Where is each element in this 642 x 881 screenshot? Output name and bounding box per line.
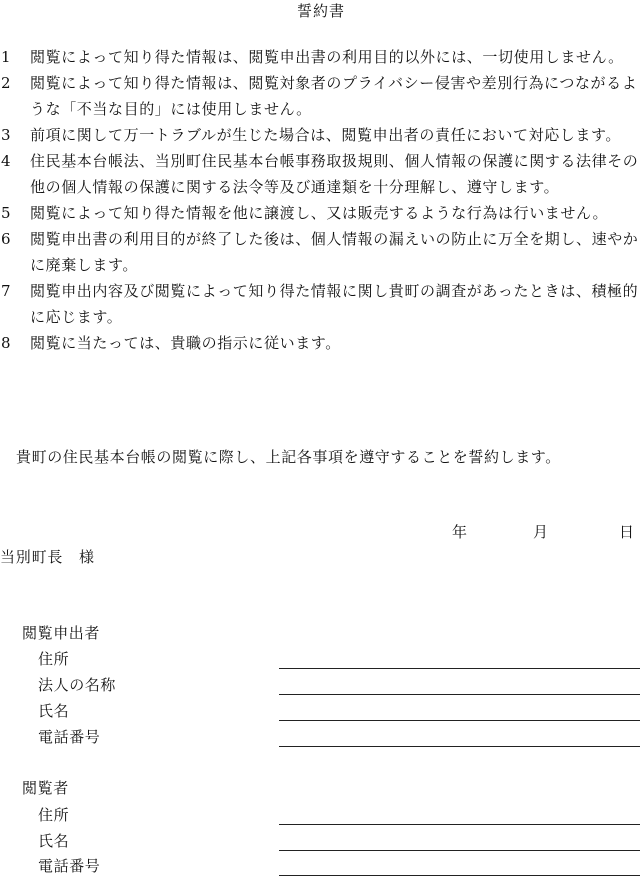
item-number: 6 (1, 230, 11, 248)
item-text: 閲覧によって知り得た情報を他に譲渡し、又は販売するような行為は行いません。 (30, 204, 609, 222)
pledge-items-list (0, 44, 642, 356)
item-text: 閲覧によって知り得た情報は、閲覧申出書の利用目的以外には、一切使用しません。 (30, 48, 624, 66)
applicant-phone-field[interactable] (0, 726, 642, 752)
viewer-name-field[interactable] (0, 830, 642, 856)
addressee: 当別町長 様 (0, 548, 95, 566)
fill-in-line[interactable] (279, 668, 640, 669)
field-label: 法人の名称 (38, 676, 117, 694)
fill-in-line[interactable] (279, 746, 640, 747)
pledge-item (0, 278, 642, 330)
item-number: 1 (1, 48, 11, 66)
field-label: 氏名 (38, 702, 70, 720)
pledge-item (0, 70, 642, 122)
document-title: 誓約書 (296, 2, 345, 20)
viewer-phone-field[interactable] (0, 855, 642, 881)
fill-in-line[interactable] (279, 850, 640, 851)
item-text: 閲覧に当たっては、貴職の指示に従います。 (30, 334, 341, 352)
pledge-item (0, 226, 642, 278)
item-number: 8 (1, 334, 11, 352)
field-label: 住所 (38, 650, 70, 668)
date-line (0, 521, 642, 543)
item-text: 閲覧によって知り得た情報は、閲覧対象者のプライバシー侵害や差別行為につながるような「不当な目的」には使用しません。 (30, 74, 638, 118)
pledge-item (0, 148, 642, 200)
applicant-heading: 閲覧申出者 (22, 624, 101, 642)
item-text: 閲覧申出内容及び閲覧によって知り得た情報に関し貴町の調査があったときは、積極的に応じます。 (30, 282, 639, 326)
fill-in-line[interactable] (279, 875, 640, 876)
pledge-statement: 貴町の住民基本台帳の閲覧に際し、上記各事項を遵守することを誓約します。 (16, 448, 561, 466)
pledge-item (0, 44, 642, 70)
item-number: 2 (1, 74, 11, 92)
item-number: 5 (1, 204, 11, 222)
applicant-corporation-name-field[interactable] (0, 674, 642, 700)
item-number: 7 (1, 282, 11, 300)
item-number: 4 (1, 152, 11, 170)
fill-in-line[interactable] (279, 824, 640, 825)
item-number: 3 (1, 126, 11, 144)
pledge-item (0, 122, 642, 148)
applicant-name-field[interactable] (0, 700, 642, 726)
pledge-item (0, 200, 642, 226)
applicant-address-field[interactable] (0, 648, 642, 674)
date-month-label: 月 (533, 523, 549, 541)
pledge-item (0, 330, 642, 356)
fill-in-line[interactable] (279, 694, 640, 695)
fill-in-line[interactable] (279, 720, 640, 721)
date-day-label: 日 (619, 523, 635, 541)
field-label: 氏名 (38, 832, 70, 850)
item-text: 閲覧申出書の利用目的が終了した後は、個人情報の漏えいの防止に万全を期し、速やかに廃棄します。 (30, 230, 639, 274)
field-label: 電話番号 (38, 728, 101, 746)
field-label: 電話番号 (38, 857, 101, 875)
viewer-address-field[interactable] (0, 804, 642, 830)
item-text: 住民基本台帳法、当別町住民基本台帳事務取扱規則、個人情報の保護に関する法律その他の個人情報の保護に関する法令等及び通達類を十分理解し、遵守します。 (30, 152, 639, 196)
field-label: 住所 (38, 806, 70, 824)
viewer-heading: 閲覧者 (22, 779, 69, 797)
date-year-label: 年 (452, 523, 468, 541)
item-text: 前項に関して万一トラブルが生じた場合は、閲覧申出者の責任において対応します。 (30, 126, 622, 144)
